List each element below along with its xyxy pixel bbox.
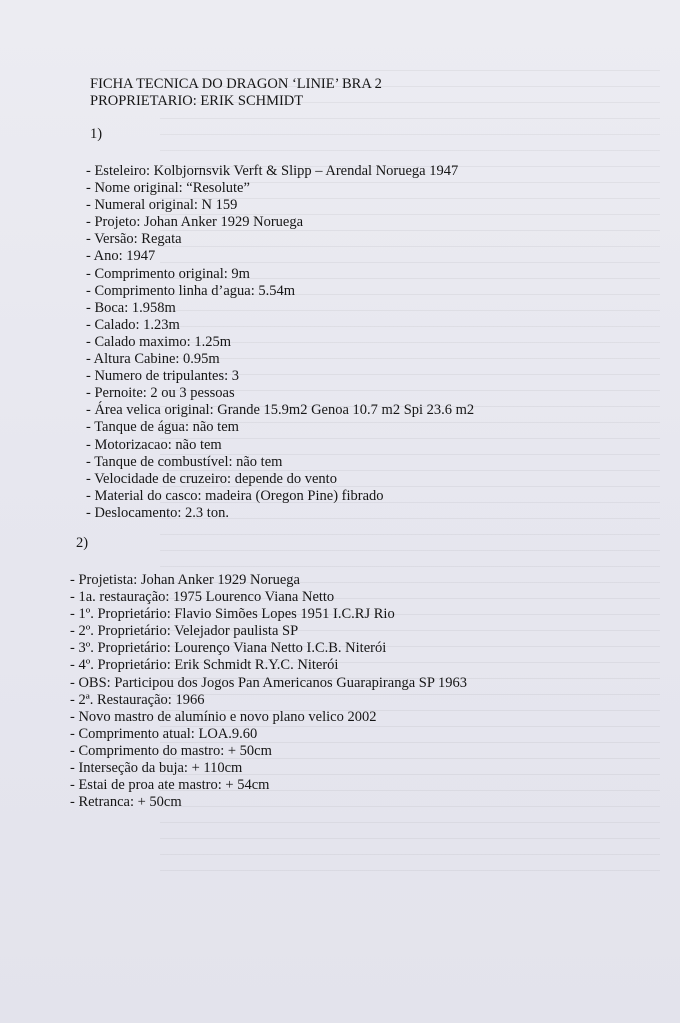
spec-line: - Calado: 1.23m — [86, 316, 180, 333]
spec-line: - 2ª. Restauração: 1966 — [70, 691, 205, 708]
spec-line: - Motorizacao: não tem — [86, 436, 222, 453]
spec-line: - Comprimento linha d’agua: 5.54m — [86, 282, 296, 299]
spec-line: - Pernoite: 2 ou 3 pessoas — [86, 385, 235, 402]
spec-line: - 4º. Proprietário: Erik Schmidt R.Y.C. Niterói — [70, 657, 339, 674]
spec-line: - Boca: 1.958m — [86, 299, 176, 316]
spec-line: - Interseção da buja: + 110cm — [70, 760, 243, 777]
owner-line: PROPRIETARIO: ERIK SCHMIDT — [90, 93, 304, 109]
spec-line: - Comprimento original: 9m — [86, 265, 250, 282]
spec-line: - 1a. restauração: 1975 Lourenco Viana Netto — [70, 589, 335, 606]
spec-line: - Ano: 1947 — [86, 248, 156, 265]
section-1-list — [86, 163, 474, 522]
spec-line: - Área velica original: Grande 15.9m2 Genoa 10.7 m2 Spi 23.6 m2 — [86, 402, 475, 419]
spec-line: - Novo mastro de alumínio e novo plano velico 2002 — [70, 708, 377, 725]
spec-line: - 1º. Proprietário: Flavio Simões Lopes 1951 I.C.RJ Rio — [70, 606, 395, 623]
spec-line: - OBS: Participou dos Jogos Pan Americanos Guarapiranga SP 1963 — [70, 674, 467, 691]
section-2-label: 2) — [76, 535, 89, 551]
spec-line: - Calado maximo: 1.25m — [86, 333, 231, 350]
document-title: FICHA TECNICA DO DRAGON ‘LINIE’ BRA 2 — [90, 76, 382, 92]
spec-line: - Tanque de água: não tem — [86, 419, 239, 436]
spec-line: - Comprimento atual: LOA.9.60 — [70, 725, 258, 742]
spec-line: - Projetista: Johan Anker 1929 Noruega — [70, 572, 300, 588]
spec-line: - Projeto: Johan Anker 1929 Noruega — [86, 214, 304, 231]
section-2-list — [70, 572, 467, 811]
spec-line: - Deslocamento: 2.3 ton. — [86, 504, 229, 521]
spec-line: - Esteleiro: Kolbjornsvik Verft & Slipp – Arendal Noruega 1947 — [86, 163, 459, 179]
spec-line: - Numeral original: N 159 — [86, 197, 238, 214]
spec-line: - Velocidade de cruzeiro: depende do vento — [86, 470, 337, 487]
spec-line: - Retranca: + 50cm — [70, 794, 182, 811]
document-header — [90, 76, 382, 110]
section-1-label: 1) — [90, 126, 103, 142]
spec-line: - 2º. Proprietário: Velejador paulista SP — [70, 623, 299, 640]
spec-line: - Comprimento do mastro: + 50cm — [70, 742, 272, 759]
spec-line: - Estai de proa ate mastro: + 54cm — [70, 777, 270, 794]
spec-line: - Numero de tripulantes: 3 — [86, 368, 240, 385]
spec-line: - Material do casco: madeira (Oregon Pine) fibrado — [86, 487, 384, 504]
spec-line: - Altura Cabine: 0.95m — [86, 351, 220, 368]
spec-line: - Versão: Regata — [86, 231, 182, 248]
spec-line: - 3º. Proprietário: Lourenço Viana Netto I.C.B. Niterói — [70, 640, 387, 657]
spec-line: - Tanque de combustível: não tem — [86, 453, 283, 470]
spec-line: - Nome original: “Resolute” — [86, 180, 250, 197]
